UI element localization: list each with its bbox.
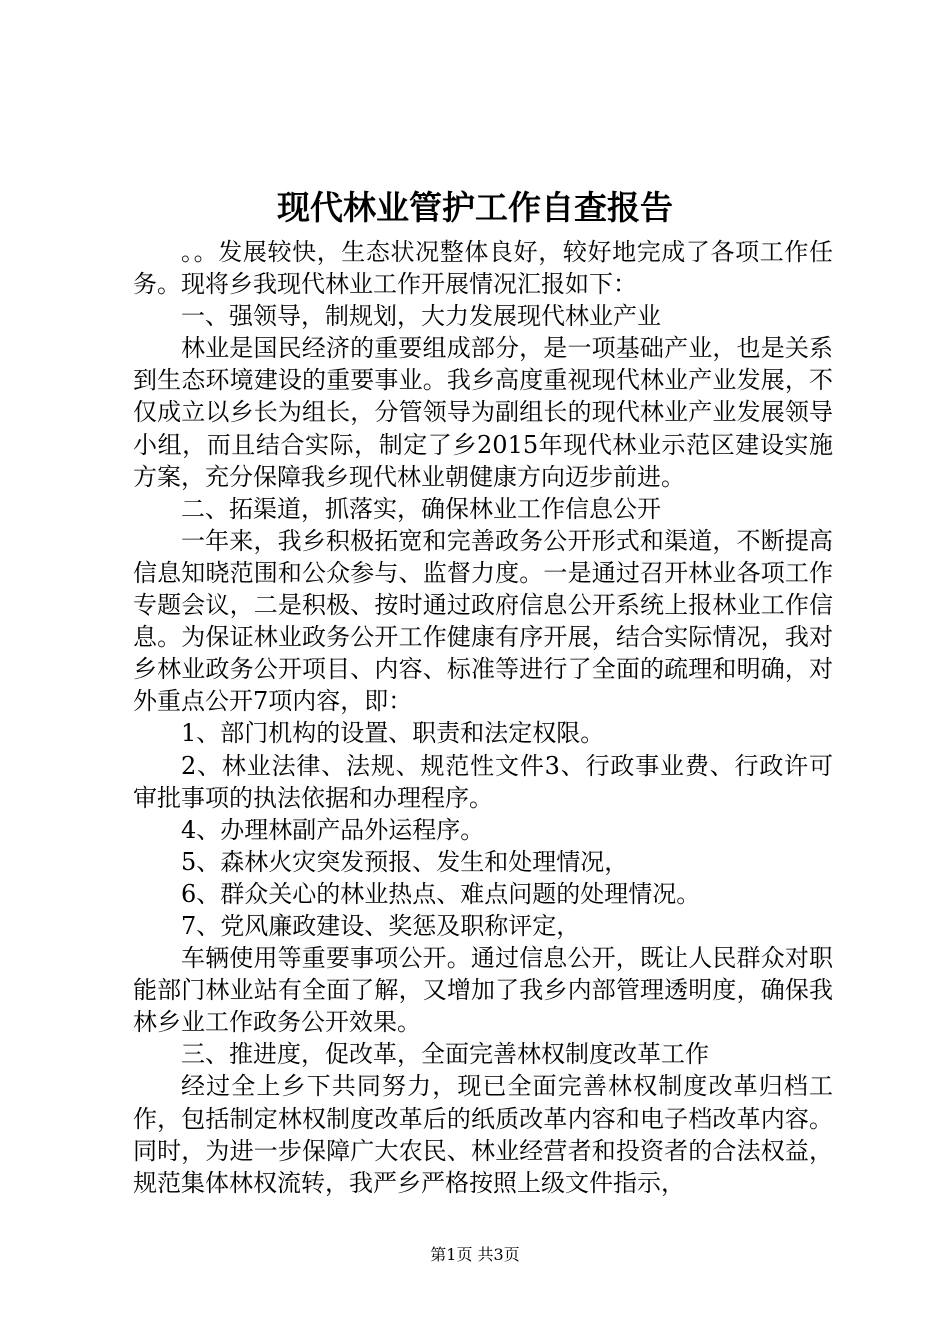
paragraph: 一年来，我乡积极拓宽和完善政务公开形式和渠道，不断提高信息知晓范围和公众参与、监督力度。一是通过召开林业各项工作专题会议，二是积极、按时通过政府信息公开系统上报林业工作信息。为保证林业政务公开工作健康有序开展，结合实际情况，我对乡林业政务公开项目、内容、标准等进行了全面的疏理和明确，对外重点公开7项内容，即：	[133, 526, 833, 716]
paragraph: 经过全上乡下共同努力，现已全面完善林权制度改革归档工作，包括制定林权制度改革后的纸质改革内容和电子档改革内容。同时，为进一步保障广大农民、林业经营者和投资者的合法权益，规范集体林权流转，我严乡严格按照上级文件指示，	[133, 1072, 833, 1197]
section-heading-2: 二、拓渠道，抓落实，确保林业工作信息公开	[181, 494, 661, 523]
list-item: 5、森林火灾突发预报、发生和处理情况，	[181, 847, 629, 876]
list-item: 1、部门机构的设置、职责和法定权限。	[181, 719, 605, 748]
page-number: 第1页 共3页	[430, 1245, 520, 1264]
paragraph: 车辆使用等重要事项公开。通过信息公开，既让人民群众对职能部门林业站有全面了解，又增加了我乡内部管理透明度，确保我林乡业工作政务公开效果。	[133, 944, 833, 1037]
document-body	[133, 236, 833, 1199]
list-item: 7、党风廉政建设、奖惩及职称评定，	[181, 911, 581, 940]
list-item: 4、办理林副产品外运程序。	[181, 815, 485, 844]
section-heading-1: 一、强领导，制规划，大力发展现代林业产业	[181, 302, 661, 331]
list-item: 6、群众关心的林业热点、难点问题的处理情况。	[181, 879, 701, 908]
list-item: 2、林业法律、法规、规范性文件3、行政事业费、行政许可审批事项的执法依据和办理程序。	[133, 751, 833, 812]
document-title: 现代林业管护工作自查报告	[277, 188, 673, 227]
paragraph: 林业是国民经济的重要组成部分，是一项基础产业，也是关系到生态环境建设的重要事业。我乡高度重视现代林业产业发展，不仅成立以乡长为组长，分管领导为副组长的现代林业产业发展领导小组，而且结合实际，制定了乡2015年现代林业示范区建设实施方案，充分保障我乡现代林业朝健康方向迈步前进。	[133, 334, 833, 491]
paragraph-intro: 。。发展较快，生态状况整体良好，较好地完成了各项工作任务。现将乡我现代林业工作开展情况汇报如下：	[133, 238, 833, 299]
section-heading-3: 三、推进度，促改革，全面完善林权制度改革工作	[181, 1040, 709, 1069]
